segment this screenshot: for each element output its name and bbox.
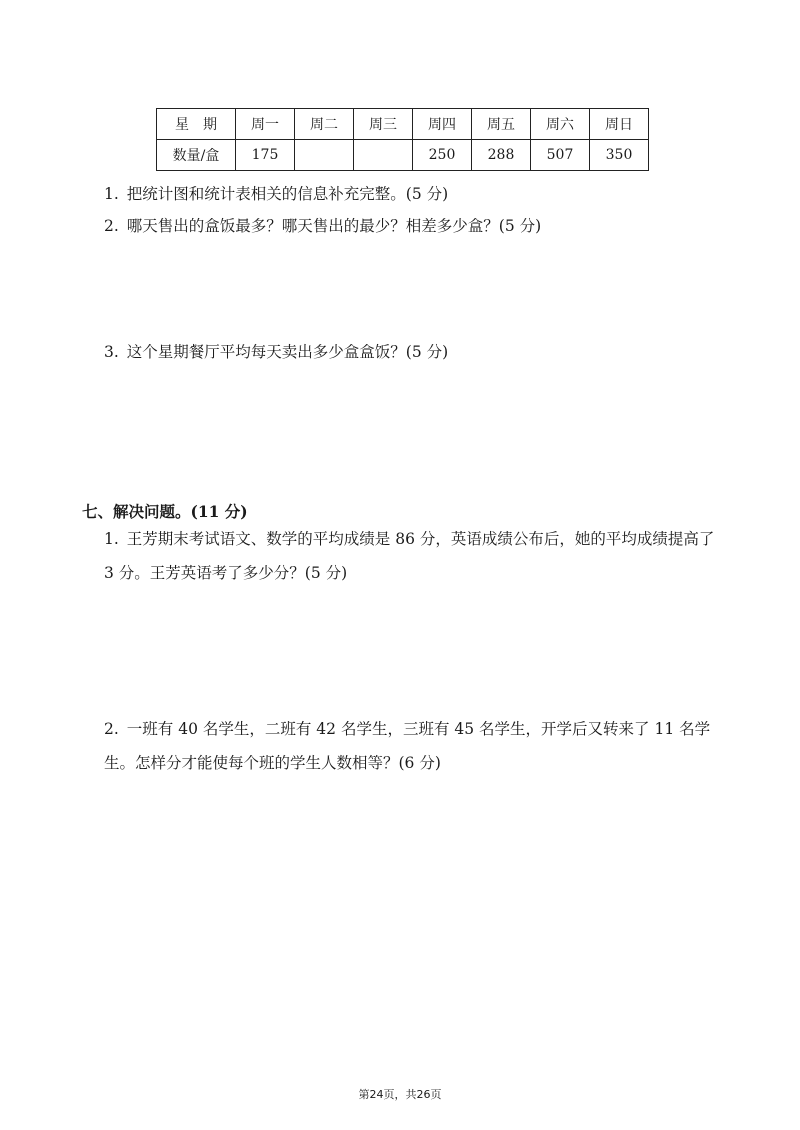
question-text: 一班有 40 名学生，二班有 42 名学生，三班有 45 名学生，开学后又转来了 11 名学生。怎样分才能使每个班的学生人数相等？(6 分) [104, 720, 711, 772]
question-text: 王芳期末考试语文、数学的平均成绩是 86 分，英语成绩公布后，她的平均成绩提高了 3 分。王芳英语考了多少分？(5 分) [104, 530, 715, 582]
table-day-cell: 周五 [472, 109, 531, 140]
table-count-cell [295, 140, 354, 171]
table-day-cell: 周一 [236, 109, 295, 140]
table-day-cell: 周日 [590, 109, 649, 140]
question-number: 2. [104, 217, 119, 235]
question-text: 哪天售出的盒饭最多？哪天售出的最少？相差多少盒？(5 分) [126, 217, 542, 235]
table-count-row [157, 140, 649, 171]
table-count-cell: 175 [236, 140, 295, 171]
table-day-cell: 周六 [531, 109, 590, 140]
table-day-cell: 周四 [413, 109, 472, 140]
question-text: 这个星期餐厅平均每天卖出多少盒盒饭？(5 分) [126, 343, 449, 361]
question-text: 把统计图和统计表相关的信息补充完整。(5 分) [126, 185, 449, 203]
table-count-cell: 288 [472, 140, 531, 171]
question-number: 1. [104, 185, 119, 203]
question-number: 2. [104, 720, 119, 738]
table-count-cell [354, 140, 413, 171]
question-seven-1 [104, 522, 724, 590]
question-six-3 [104, 342, 448, 362]
question-seven-2 [104, 712, 724, 780]
table-day-cell: 周三 [354, 109, 413, 140]
table-day-cell: 周二 [295, 109, 354, 140]
question-six-2 [104, 216, 541, 236]
table-count-cell: 507 [531, 140, 590, 171]
table-header-row [157, 109, 649, 140]
question-number: 1. [104, 530, 119, 548]
sales-table [156, 108, 649, 171]
table-count-cell: 250 [413, 140, 472, 171]
table-count-cell: 350 [590, 140, 649, 171]
section-seven-title: 七、解决问题。(11 分) [82, 502, 248, 521]
question-number: 3. [104, 343, 119, 361]
table-header-label: 星 期 [157, 109, 236, 140]
question-six-1 [104, 184, 448, 204]
table-row-label: 数量/盒 [157, 140, 236, 171]
page-footer: 第24页，共26页 [358, 1088, 442, 1101]
